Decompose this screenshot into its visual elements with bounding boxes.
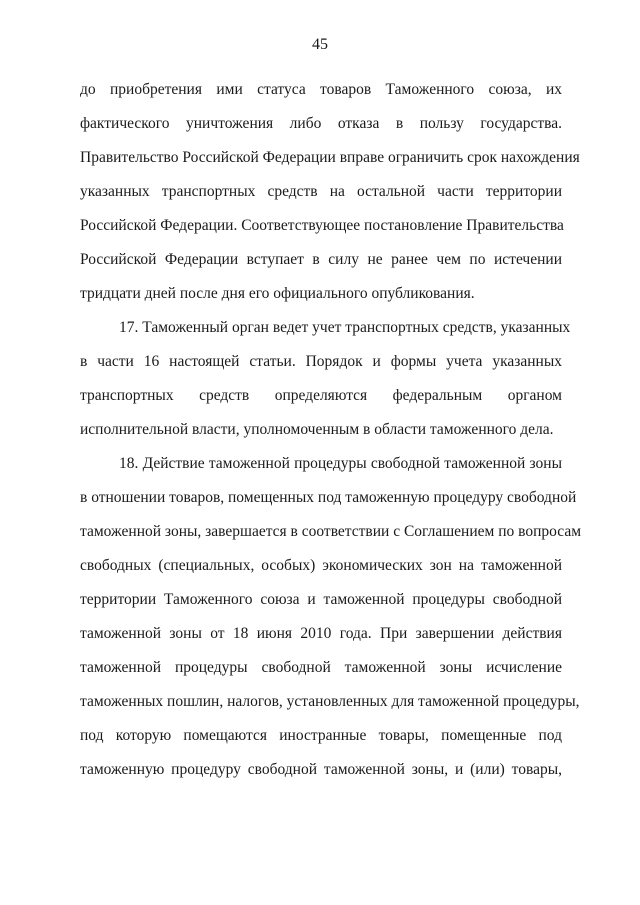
text-line: в части 16 настоящей статьи. Порядок и формы учета указанных (80, 353, 562, 370)
text-line: Российской Федерации. Соответствующее постановление Правительства (80, 217, 564, 234)
text-line: свободных (специальных, особых) экономических зон на таможенной (80, 557, 562, 574)
text-line: таможенных пошлин, налогов, установленных для таможенной процедуры, (80, 693, 580, 710)
text-line: фактического уничтожения либо отказа в пользу государства. (80, 115, 562, 132)
text-line: транспортных средств определяются федеральным органом (80, 387, 562, 404)
text-line: таможенную процедуру свободной таможенной зоны, и (или) товары, (80, 761, 562, 778)
text-line: до приобретения ими статуса товаров Таможенного союза, их (80, 81, 562, 98)
text-line: Российской Федерации вступает в силу не ранее чем по истечении (80, 251, 562, 268)
text-line: таможенной зоны, завершается в соответствии с Соглашением по вопросам (80, 523, 582, 540)
paragraph-start: 17. Таможенный орган ведет учет транспортных средств, указанных (119, 319, 571, 336)
text-line: под которую помещаются иностранные товары, помещенные под (80, 727, 562, 744)
text-line: указанных транспортных средств на остальной части территории (80, 183, 562, 200)
page-number: 45 (312, 36, 328, 53)
text-line: Правительство Российской Федерации вправе ограничить срок нахождения (80, 149, 580, 166)
text-line: исполнительной власти, уполномоченным в области таможенного дела. (80, 421, 554, 438)
text-line: в отношении товаров, помещенных под таможенную процедуру свободной (80, 489, 577, 506)
text-line: таможенной процедуры свободной таможенной зоны исчисление (80, 659, 562, 676)
text-line: таможенной зоны от 18 июня 2010 года. При завершении действия (80, 625, 562, 642)
paragraph-start: 18. Действие таможенной процедуры свободной таможенной зоны (119, 455, 562, 472)
text-line: тридцати дней после дня его официального опубликования. (80, 285, 475, 302)
text-line: территории Таможенного союза и таможенной процедуры свободной (80, 591, 562, 608)
